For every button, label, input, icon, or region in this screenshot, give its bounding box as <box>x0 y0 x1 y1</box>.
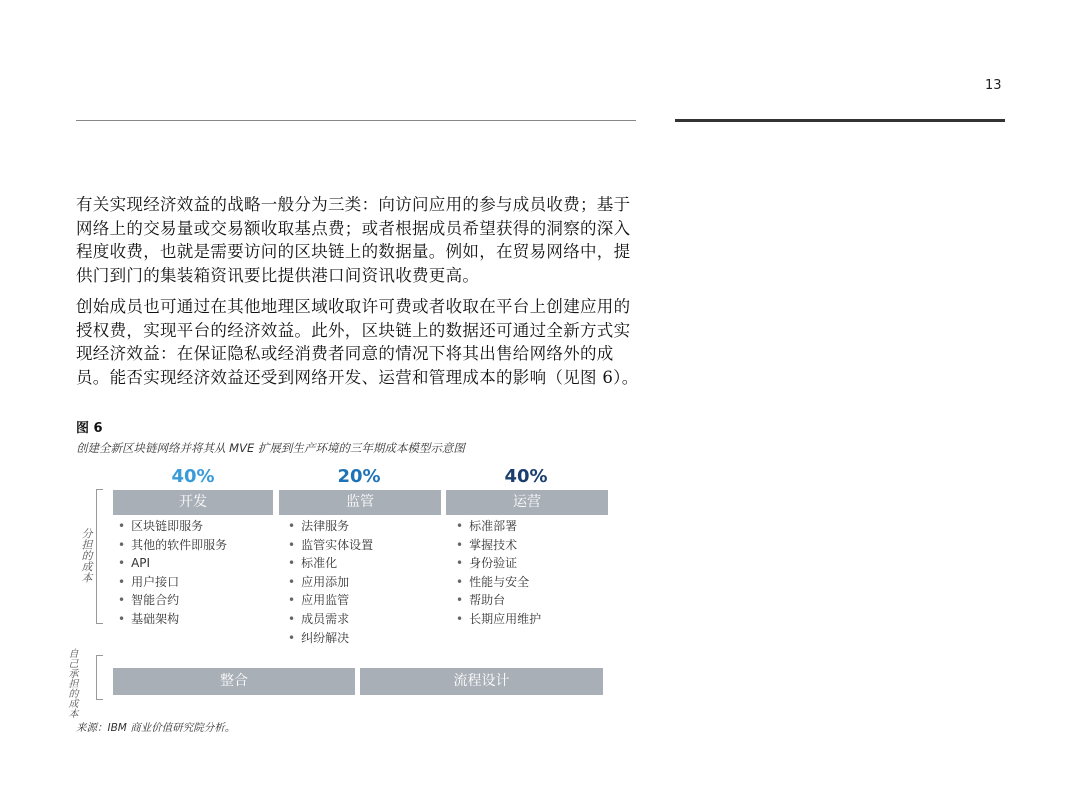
body-paragraph-2: 创始成员也可通过在其他地理区域收取许可费或者收取在平台上创建应用的授权费，实现平台的经济效益。此外，区块链上的数据还可通过全新方式实现经济效益：在保证隐私或经消费者同意的情况下将其出售给网络外的成员。能否实现经济效益还受到网络开发、运营和管理成本的影响（见图 6）。 <box>76 297 639 387</box>
list-item: • 长期应用维护 <box>456 610 541 629</box>
operations-items <box>456 517 541 629</box>
list-item: • 其他的软件即服务 <box>118 536 227 555</box>
header-rule-right <box>675 119 1005 122</box>
development-items <box>118 517 227 629</box>
percent-development: 40% <box>171 466 215 487</box>
figure-source: 来源：IBM 商业价值研究院分析。 <box>76 722 236 734</box>
header-governance: 监管 <box>279 490 441 515</box>
shared-cost-label: 分担的成本 <box>80 528 93 583</box>
own-cost-label: 自己承担的成本 <box>66 648 77 718</box>
body-paragraph-1: 有关实现经济效益的战略一般分为三类：向访问应用的参与成员收费；基于网络上的交易量或交易额收取基点费；或者根据成员希望获得的洞察的深入程度收费，也就是需要访问的区块链上的数据量。例如，在贸易网络中，提供门到门的集装箱资讯要比提供港口间资讯收费更高。 <box>76 195 631 285</box>
percent-operations: 40% <box>504 466 548 487</box>
list-item: • 掌握技术 <box>456 536 541 555</box>
list-item: • 智能合约 <box>118 591 227 610</box>
own-cost-bracket <box>96 655 103 700</box>
percent-governance: 20% <box>337 466 381 487</box>
list-item: • 标准部署 <box>456 517 541 536</box>
list-item: • 标准化 <box>288 554 373 573</box>
process-design-bar: 流程设计 <box>360 668 603 695</box>
header-operations: 运营 <box>446 490 608 515</box>
list-item: • 基础架构 <box>118 610 227 629</box>
list-item: • 身份验证 <box>456 554 541 573</box>
list-item: • API <box>118 554 227 573</box>
figure-label: 图 6 <box>76 421 103 436</box>
governance-items <box>288 517 373 647</box>
page-number: 13 <box>985 78 1002 93</box>
list-item: • 纠纷解决 <box>288 629 373 648</box>
header-rule-left <box>76 120 636 121</box>
list-item: • 区块链即服务 <box>118 517 227 536</box>
list-item: • 应用监管 <box>288 591 373 610</box>
list-item: • 成员需求 <box>288 610 373 629</box>
list-item: • 应用添加 <box>288 573 373 592</box>
list-item: • 用户接口 <box>118 573 227 592</box>
figure-caption: 创建全新区块链网络并将其从 MVE 扩展到生产环境的三年期成本模型示意图 <box>76 441 465 455</box>
shared-cost-bracket <box>96 489 103 624</box>
header-development: 开发 <box>113 490 273 515</box>
list-item: • 帮助台 <box>456 591 541 610</box>
list-item: • 监管实体设置 <box>288 536 373 555</box>
integration-bar: 整合 <box>113 668 355 695</box>
list-item: • 性能与安全 <box>456 573 541 592</box>
list-item: • 法律服务 <box>288 517 373 536</box>
